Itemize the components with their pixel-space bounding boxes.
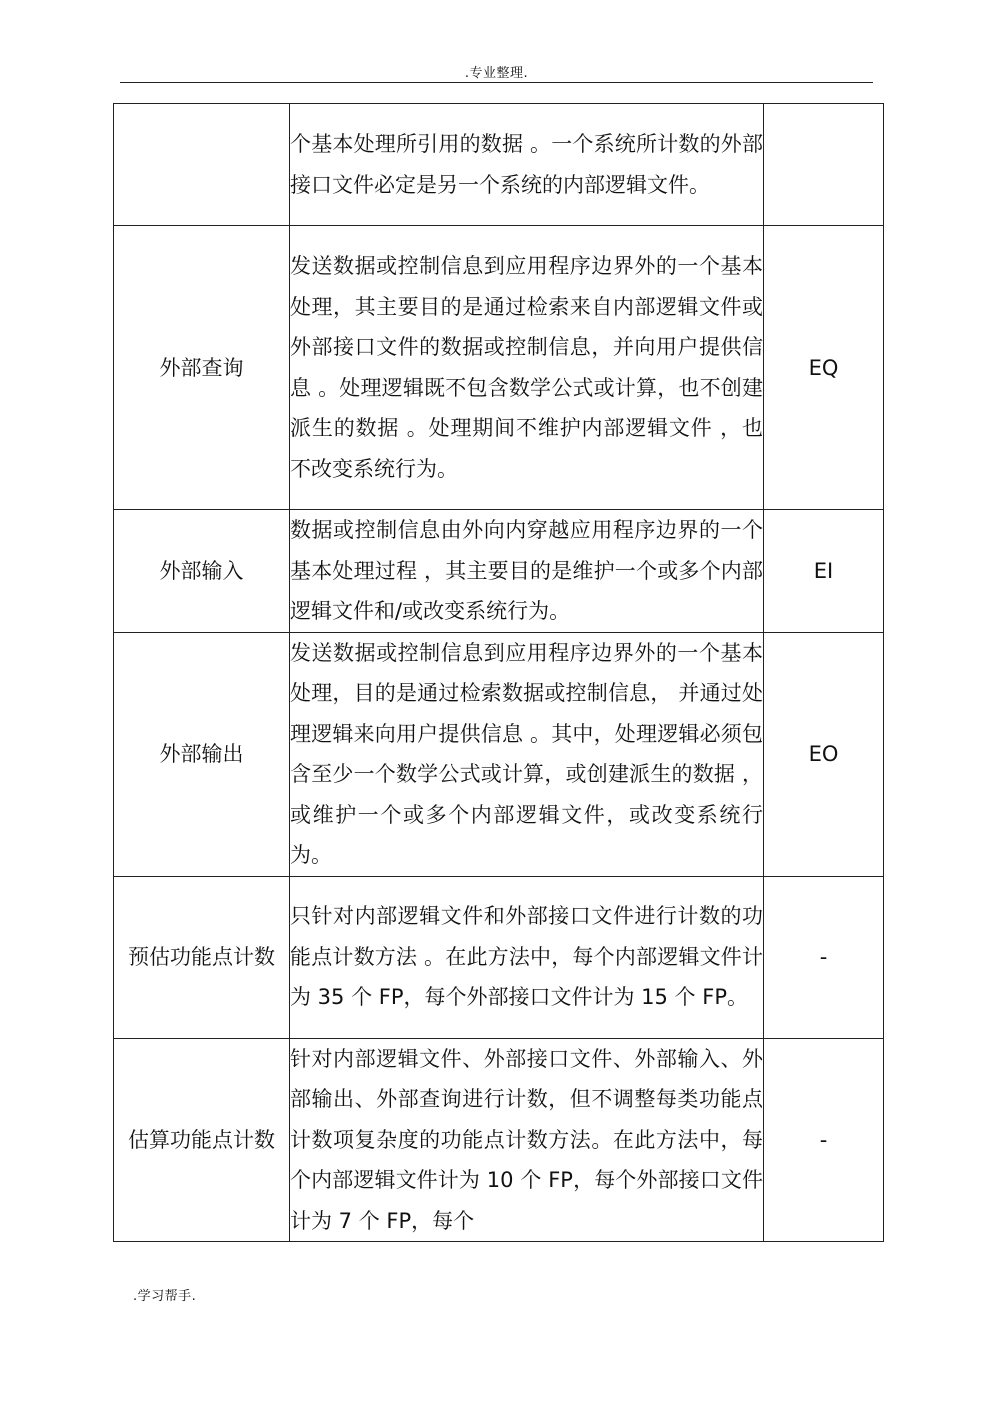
description-cell: 发送数据或控制信息到应用程序边界外的一个基本处理，目的是通过检索数据或控制信息， 并通过处理逻辑来向用户提供信息 。其中，处理逻辑必须包含至少一个数学公式或计算，或创建派生的数据 ，或维护一个或多个内部逻辑文件，或改变系统行为。 (290, 632, 764, 876)
table-row (114, 632, 884, 876)
table-row (114, 1038, 884, 1242)
abbreviation-cell: - (764, 1038, 884, 1242)
abbreviation-cell: EI (764, 510, 884, 633)
abbreviation-cell: EO (764, 632, 884, 876)
description-cell: 个基本处理所引用的数据 。一个系统所计数的外部接口文件必定是另一个系统的内部逻辑文件。 (290, 104, 764, 226)
term-cell: 外部输入 (114, 510, 290, 633)
page-header: .专业整理. (464, 66, 529, 81)
description-cell: 针对内部逻辑文件、外部接口文件、外部输入、外部输出、外部查询进行计数，但不调整每类功能点计数项复杂度的功能点计数方法。在此方法中，每个内部逻辑文件计为 10 个 FP，每个外部接口文件计为 7 个 FP，每个 (290, 1038, 764, 1242)
table-row (114, 510, 884, 633)
term-cell: 预估功能点计数 (114, 876, 290, 1038)
term-cell: 外部输出 (114, 632, 290, 876)
description-cell: 数据或控制信息由外向内穿越应用程序边界的一个基本处理过程 ，其主要目的是维护一个或多个内部逻辑文件和/或改变系统行为。 (290, 510, 764, 633)
page-footer: .学习帮手. (133, 1289, 197, 1304)
term-cell (114, 104, 290, 226)
term-cell: 外部查询 (114, 226, 290, 510)
table-row (114, 226, 884, 510)
description-cell: 发送数据或控制信息到应用程序边界外的一个基本处理，其主要目的是通过检索来自内部逻辑文件或外部接口文件的数据或控制信息，并向用户提供信息 。处理逻辑既不包含数学公式或计算，也不创建派生的数据 。处理期间不维护内部逻辑文件 ，也不改变系统行为。 (290, 226, 764, 510)
description-cell: 只针对内部逻辑文件和外部接口文件进行计数的功能点计数方法 。在此方法中，每个内部逻辑文件计为 35 个 FP，每个外部接口文件计为 15 个 FP。 (290, 876, 764, 1038)
abbreviation-cell: - (764, 876, 884, 1038)
term-cell: 估算功能点计数 (114, 1038, 290, 1242)
definitions-table (113, 103, 884, 1242)
table-row (114, 104, 884, 226)
table-row (114, 876, 884, 1038)
abbreviation-cell: EQ (764, 226, 884, 510)
header-divider (120, 82, 873, 83)
abbreviation-cell (764, 104, 884, 226)
